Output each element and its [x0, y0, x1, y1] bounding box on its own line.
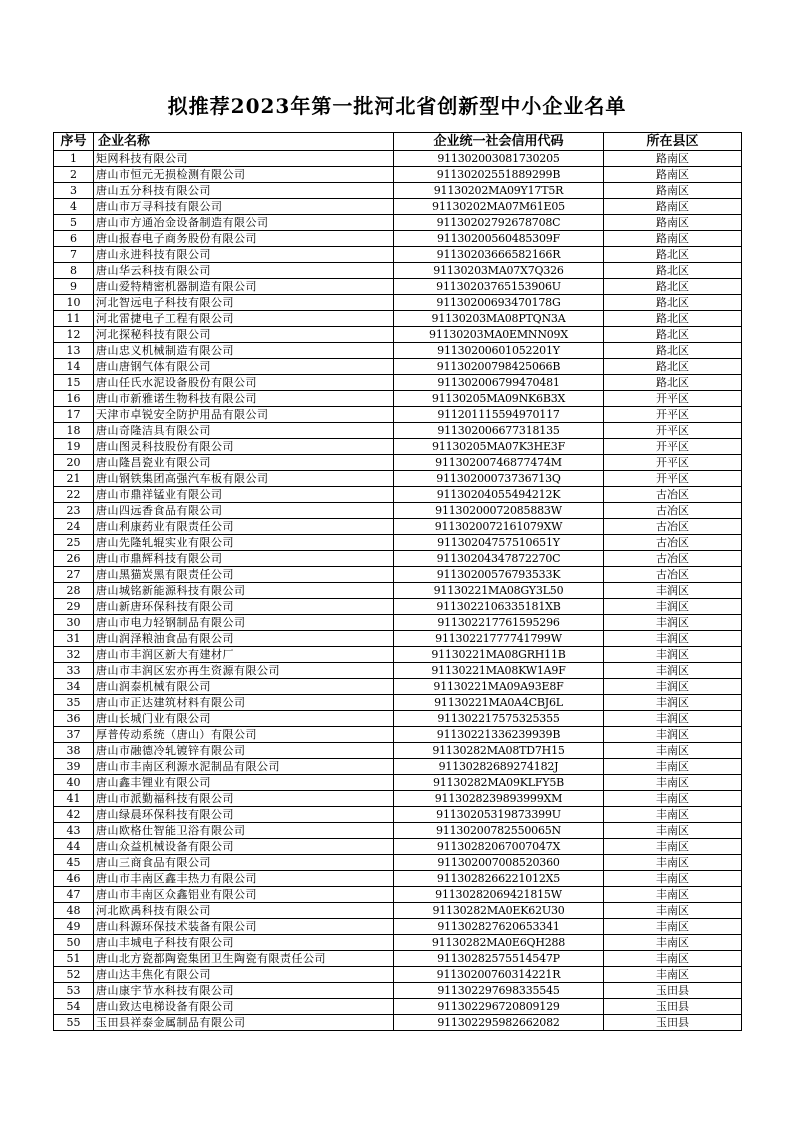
table-row [54, 951, 742, 967]
row-name: 唐山先隆轧辊实业有限公司 [94, 535, 394, 551]
table-header-row [54, 133, 742, 151]
row-name: 唐山北方瓷都陶瓷集团卫生陶瓷有限责任公司 [94, 951, 394, 967]
row-name: 唐山市电力轻钢制品有限公司 [94, 615, 394, 631]
row-code: 911302217761595296 [394, 615, 604, 631]
row-district: 路南区 [604, 231, 742, 247]
row-district: 丰南区 [604, 935, 742, 951]
row-code: 91130282MA0EK62U30 [394, 903, 604, 919]
row-code: 91130202551889299B [394, 167, 604, 183]
row-seq: 8 [54, 263, 94, 279]
table-row [54, 199, 742, 215]
row-code: 91130282575514547P [394, 951, 604, 967]
row-seq: 53 [54, 983, 94, 999]
row-seq: 33 [54, 663, 94, 679]
table-row [54, 711, 742, 727]
row-district: 路北区 [604, 247, 742, 263]
row-name: 河北智远电子科技有限公司 [94, 295, 394, 311]
row-seq: 38 [54, 743, 94, 759]
row-code: 91130203MA0EMNN09X [394, 327, 604, 343]
row-district: 开平区 [604, 471, 742, 487]
row-seq: 52 [54, 967, 94, 983]
row-seq: 47 [54, 887, 94, 903]
row-code: 91130204055494212K [394, 487, 604, 503]
row-name: 唐山科源环保技术装备有限公司 [94, 919, 394, 935]
row-name: 河北探秘科技有限公司 [94, 327, 394, 343]
row-code: 91130282MA09KLFY5B [394, 775, 604, 791]
row-name: 唐山华云科技有限公司 [94, 263, 394, 279]
row-name: 河北雷捷电子工程有限公司 [94, 311, 394, 327]
row-seq: 39 [54, 759, 94, 775]
row-code: 91130221MA08GRH11B [394, 647, 604, 663]
table-row [54, 487, 742, 503]
row-seq: 6 [54, 231, 94, 247]
row-seq: 35 [54, 695, 94, 711]
row-district: 玉田县 [604, 1015, 742, 1031]
row-code: 91130202MA09Y17T5R [394, 183, 604, 199]
row-district: 丰南区 [604, 871, 742, 887]
row-seq: 49 [54, 919, 94, 935]
table-row [54, 935, 742, 951]
row-district: 丰南区 [604, 759, 742, 775]
table-row [54, 407, 742, 423]
row-code: 91130221MA09A93E8F [394, 679, 604, 695]
row-name: 唐山康宇节水科技有限公司 [94, 983, 394, 999]
row-code: 91130200760314221R [394, 967, 604, 983]
row-district: 丰润区 [604, 663, 742, 679]
row-code: 91130221MA0A4CBJ6L [394, 695, 604, 711]
table-row [54, 839, 742, 855]
row-seq: 24 [54, 519, 94, 535]
row-code: 9113020072161079XW [394, 519, 604, 535]
row-seq: 48 [54, 903, 94, 919]
table-row [54, 855, 742, 871]
row-district: 路北区 [604, 295, 742, 311]
row-district: 玉田县 [604, 999, 742, 1015]
row-code: 91130203MA07X7Q326 [394, 263, 604, 279]
row-seq: 3 [54, 183, 94, 199]
row-seq: 2 [54, 167, 94, 183]
row-seq: 25 [54, 535, 94, 551]
row-seq: 55 [54, 1015, 94, 1031]
row-seq: 31 [54, 631, 94, 647]
row-district: 古冶区 [604, 535, 742, 551]
header-code: 企业统一社会信用代码 [394, 133, 604, 151]
row-district: 开平区 [604, 455, 742, 471]
table-row [54, 967, 742, 983]
row-name: 唐山欧格仕智能卫浴有限公司 [94, 823, 394, 839]
row-district: 古冶区 [604, 487, 742, 503]
row-seq: 50 [54, 935, 94, 951]
row-district: 路北区 [604, 279, 742, 295]
table-row [54, 471, 742, 487]
row-name: 唐山忠义机械制造有限公司 [94, 343, 394, 359]
row-district: 古冶区 [604, 551, 742, 567]
row-seq: 41 [54, 791, 94, 807]
row-code: 911302006677318135 [394, 423, 604, 439]
table-row [54, 983, 742, 999]
row-district: 丰南区 [604, 743, 742, 759]
row-name: 唐山黑猫炭黑有限责任公司 [94, 567, 394, 583]
row-seq: 46 [54, 871, 94, 887]
row-district: 丰润区 [604, 647, 742, 663]
row-seq: 30 [54, 615, 94, 631]
row-district: 开平区 [604, 423, 742, 439]
row-seq: 45 [54, 855, 94, 871]
table-row [54, 903, 742, 919]
table-row [54, 919, 742, 935]
table-row [54, 311, 742, 327]
row-name: 矩网科技有限公司 [94, 151, 394, 167]
row-seq: 28 [54, 583, 94, 599]
row-name: 唐山钢铁集团高强汽车板有限公司 [94, 471, 394, 487]
row-name: 唐山市丰南区众鑫铝业有限公司 [94, 887, 394, 903]
row-district: 路南区 [604, 215, 742, 231]
row-code: 91130205319873399U [394, 807, 604, 823]
table-row [54, 631, 742, 647]
row-code: 91130282689274182J [394, 759, 604, 775]
row-district: 丰南区 [604, 775, 742, 791]
row-district: 开平区 [604, 439, 742, 455]
row-district: 丰润区 [604, 679, 742, 695]
row-name: 唐山五分科技有限公司 [94, 183, 394, 199]
table-row [54, 695, 742, 711]
row-seq: 51 [54, 951, 94, 967]
row-code: 91130203MA08PTQN3A [394, 311, 604, 327]
row-seq: 26 [54, 551, 94, 567]
row-seq: 4 [54, 199, 94, 215]
row-code: 91130282067007047X [394, 839, 604, 855]
table-row [54, 551, 742, 567]
row-name: 唐山奇隆洁具有限公司 [94, 423, 394, 439]
row-code: 91130200746877474M [394, 455, 604, 471]
row-district: 路南区 [604, 167, 742, 183]
row-district: 古冶区 [604, 503, 742, 519]
row-district: 丰润区 [604, 583, 742, 599]
row-name: 唐山市鼎辉科技有限公司 [94, 551, 394, 567]
row-seq: 34 [54, 679, 94, 695]
row-district: 丰润区 [604, 631, 742, 647]
row-code: 91130200072085883W [394, 503, 604, 519]
row-seq: 9 [54, 279, 94, 295]
row-seq: 29 [54, 599, 94, 615]
table-row [54, 743, 742, 759]
table-row [54, 567, 742, 583]
row-code: 91130200798425066B [394, 359, 604, 375]
row-district: 开平区 [604, 391, 742, 407]
row-name: 唐山市丰润区宏亦再生资源有限公司 [94, 663, 394, 679]
row-code: 91130204757510651Y [394, 535, 604, 551]
row-district: 路北区 [604, 375, 742, 391]
row-seq: 19 [54, 439, 94, 455]
row-name: 唐山任氏水泥设备股份有限公司 [94, 375, 394, 391]
table-row [54, 167, 742, 183]
row-seq: 44 [54, 839, 94, 855]
table-row [54, 535, 742, 551]
table-row [54, 1015, 742, 1031]
row-district: 丰南区 [604, 919, 742, 935]
row-district: 路南区 [604, 151, 742, 167]
row-district: 路南区 [604, 183, 742, 199]
row-seq: 17 [54, 407, 94, 423]
table-row [54, 423, 742, 439]
row-name: 唐山众益机械设备有限公司 [94, 839, 394, 855]
row-name: 唐山图灵科技股份有限公司 [94, 439, 394, 455]
row-code: 91130202792678708C [394, 215, 604, 231]
row-name: 河北欧禹科技有限公司 [94, 903, 394, 919]
row-district: 路北区 [604, 343, 742, 359]
row-name: 唐山爱特精密机器制造有限公司 [94, 279, 394, 295]
row-district: 路南区 [604, 199, 742, 215]
row-code: 911302006799470481 [394, 375, 604, 391]
table-row [54, 391, 742, 407]
row-district: 路北区 [604, 311, 742, 327]
row-code: 91130205MA09NK6B3X [394, 391, 604, 407]
row-district: 丰南区 [604, 855, 742, 871]
table-row [54, 151, 742, 167]
header-name: 企业名称 [94, 133, 394, 151]
table-row [54, 263, 742, 279]
row-name: 唐山润泰机械有限公司 [94, 679, 394, 695]
row-code: 911302295982662082 [394, 1015, 604, 1031]
row-seq: 5 [54, 215, 94, 231]
row-name: 唐山鑫丰锂业有限公司 [94, 775, 394, 791]
table-row [54, 887, 742, 903]
row-seq: 40 [54, 775, 94, 791]
row-district: 丰南区 [604, 967, 742, 983]
row-code: 91130200601052201Y [394, 343, 604, 359]
row-district: 丰南区 [604, 791, 742, 807]
row-district: 丰南区 [604, 887, 742, 903]
table-row [54, 583, 742, 599]
row-name: 唐山永进科技有限公司 [94, 247, 394, 263]
row-code: 91130200576793533K [394, 567, 604, 583]
row-district: 玉田县 [604, 983, 742, 999]
table-row [54, 807, 742, 823]
row-seq: 21 [54, 471, 94, 487]
table-row [54, 791, 742, 807]
row-code: 911302296720809129 [394, 999, 604, 1015]
row-name: 唐山市融德冷轧镀锌有限公司 [94, 743, 394, 759]
row-name: 唐山市丰南区利源水泥制品有限公司 [94, 759, 394, 775]
page-title: 拟推荐2023年第一批河北省创新型中小企业名单 [167, 94, 627, 118]
row-name: 唐山市丰南区鑫丰热力有限公司 [94, 871, 394, 887]
row-name: 唐山隆昌瓷业有限公司 [94, 455, 394, 471]
row-seq: 11 [54, 311, 94, 327]
table-row [54, 519, 742, 535]
row-code: 91130200782550065N [394, 823, 604, 839]
row-code: 91130282MA0E6QH288 [394, 935, 604, 951]
row-seq: 14 [54, 359, 94, 375]
table-row [54, 679, 742, 695]
row-district: 丰南区 [604, 823, 742, 839]
row-code: 91130221336239939B [394, 727, 604, 743]
row-seq: 20 [54, 455, 94, 471]
row-district: 路北区 [604, 263, 742, 279]
row-name: 唐山润泽粮油食品有限公司 [94, 631, 394, 647]
table-row [54, 359, 742, 375]
table-row [54, 663, 742, 679]
row-district: 丰润区 [604, 695, 742, 711]
row-code: 9113028266221012X5 [394, 871, 604, 887]
table-row [54, 231, 742, 247]
enterprise-table [53, 132, 742, 1031]
table-row [54, 455, 742, 471]
row-name: 唐山长城门业有限公司 [94, 711, 394, 727]
row-seq: 16 [54, 391, 94, 407]
table-row [54, 279, 742, 295]
table-row [54, 999, 742, 1015]
table-row [54, 343, 742, 359]
row-district: 丰润区 [604, 599, 742, 615]
header-seq: 序号 [54, 133, 94, 151]
row-seq: 32 [54, 647, 94, 663]
row-name: 唐山市新雅诺生物科技有限公司 [94, 391, 394, 407]
row-name: 唐山丰城电子科技有限公司 [94, 935, 394, 951]
row-seq: 13 [54, 343, 94, 359]
table-row [54, 775, 742, 791]
row-seq: 1 [54, 151, 94, 167]
row-seq: 27 [54, 567, 94, 583]
row-name: 唐山三商食品有限公司 [94, 855, 394, 871]
row-code: 91130221MA08GY3L50 [394, 583, 604, 599]
row-name: 唐山市派勤福科技有限公司 [94, 791, 394, 807]
row-code: 91130203765153906U [394, 279, 604, 295]
row-name: 唐山利康药业有限责任公司 [94, 519, 394, 535]
row-name: 厚普传动系统（唐山）有限公司 [94, 727, 394, 743]
table-row [54, 439, 742, 455]
header-district: 所在县区 [604, 133, 742, 151]
row-name: 唐山市恒元无损检测有限公司 [94, 167, 394, 183]
row-name: 唐山唐钢气体有限公司 [94, 359, 394, 375]
row-district: 丰南区 [604, 839, 742, 855]
row-code: 9113028239893999XM [394, 791, 604, 807]
row-code: 91130282MA08TD7H15 [394, 743, 604, 759]
row-district: 路北区 [604, 327, 742, 343]
row-name: 唐山城铭新能源科技有限公司 [94, 583, 394, 599]
row-district: 丰润区 [604, 615, 742, 631]
row-code: 91130282069421815W [394, 887, 604, 903]
row-district: 丰润区 [604, 711, 742, 727]
row-name: 唐山达丰焦化有限公司 [94, 967, 394, 983]
row-name: 唐山市丰润区新大有建材厂 [94, 647, 394, 663]
row-code: 911302827620653341 [394, 919, 604, 935]
table-row [54, 599, 742, 615]
row-code: 91130200560485309F [394, 231, 604, 247]
row-district: 丰润区 [604, 727, 742, 743]
table-row [54, 247, 742, 263]
row-seq: 36 [54, 711, 94, 727]
table-row [54, 375, 742, 391]
row-name: 唐山市正达建筑材料有限公司 [94, 695, 394, 711]
row-seq: 12 [54, 327, 94, 343]
table-row [54, 727, 742, 743]
row-name: 唐山市鼎祥锰业有限公司 [94, 487, 394, 503]
table-row [54, 647, 742, 663]
table-row [54, 823, 742, 839]
row-code: 911302297698335545 [394, 983, 604, 999]
row-seq: 15 [54, 375, 94, 391]
row-seq: 37 [54, 727, 94, 743]
row-name: 唐山新唐环保科技有限公司 [94, 599, 394, 615]
table-row [54, 215, 742, 231]
table-row [54, 295, 742, 311]
row-code: 91130204347872270C [394, 551, 604, 567]
table-row [54, 327, 742, 343]
row-code: 911201115594970117 [394, 407, 604, 423]
table-row [54, 503, 742, 519]
row-name: 唐山报春电子商务股份有限公司 [94, 231, 394, 247]
row-district: 开平区 [604, 407, 742, 423]
row-seq: 10 [54, 295, 94, 311]
row-code: 91130200693470178G [394, 295, 604, 311]
row-district: 古冶区 [604, 519, 742, 535]
row-name: 唐山四远香食品有限公司 [94, 503, 394, 519]
row-code: 91130221777741799W [394, 631, 604, 647]
table-row [54, 759, 742, 775]
row-code: 911302217575325355 [394, 711, 604, 727]
row-code: 91130205MA07K3HE3F [394, 439, 604, 455]
row-name: 唐山市方通冶金设备制造有限公司 [94, 215, 394, 231]
row-name: 唐山致达电梯设备有限公司 [94, 999, 394, 1015]
row-seq: 43 [54, 823, 94, 839]
row-name: 玉田县祥泰金属制品有限公司 [94, 1015, 394, 1031]
table-row [54, 871, 742, 887]
row-name: 唐山绿晨环保科技有限公司 [94, 807, 394, 823]
row-code: 91130203666582166R [394, 247, 604, 263]
table-row [54, 183, 742, 199]
table-row [54, 615, 742, 631]
row-seq: 54 [54, 999, 94, 1015]
row-district: 丰南区 [604, 903, 742, 919]
table-body [54, 151, 742, 1031]
row-district: 路北区 [604, 359, 742, 375]
row-name: 天津市卓锐安全防护用品有限公司 [94, 407, 394, 423]
row-code: 911302003081730205 [394, 151, 604, 167]
row-district: 丰南区 [604, 951, 742, 967]
row-name: 唐山市万寻科技有限公司 [94, 199, 394, 215]
row-seq: 18 [54, 423, 94, 439]
row-code: 911302007008520360 [394, 855, 604, 871]
row-code: 91130200073736713Q [394, 471, 604, 487]
row-code: 9113022106335181XB [394, 599, 604, 615]
row-seq: 23 [54, 503, 94, 519]
row-code: 91130221MA08KW1A9F [394, 663, 604, 679]
row-seq: 42 [54, 807, 94, 823]
row-seq: 22 [54, 487, 94, 503]
row-district: 古冶区 [604, 567, 742, 583]
row-district: 丰南区 [604, 807, 742, 823]
row-seq: 7 [54, 247, 94, 263]
row-code: 91130202MA07M61E05 [394, 199, 604, 215]
